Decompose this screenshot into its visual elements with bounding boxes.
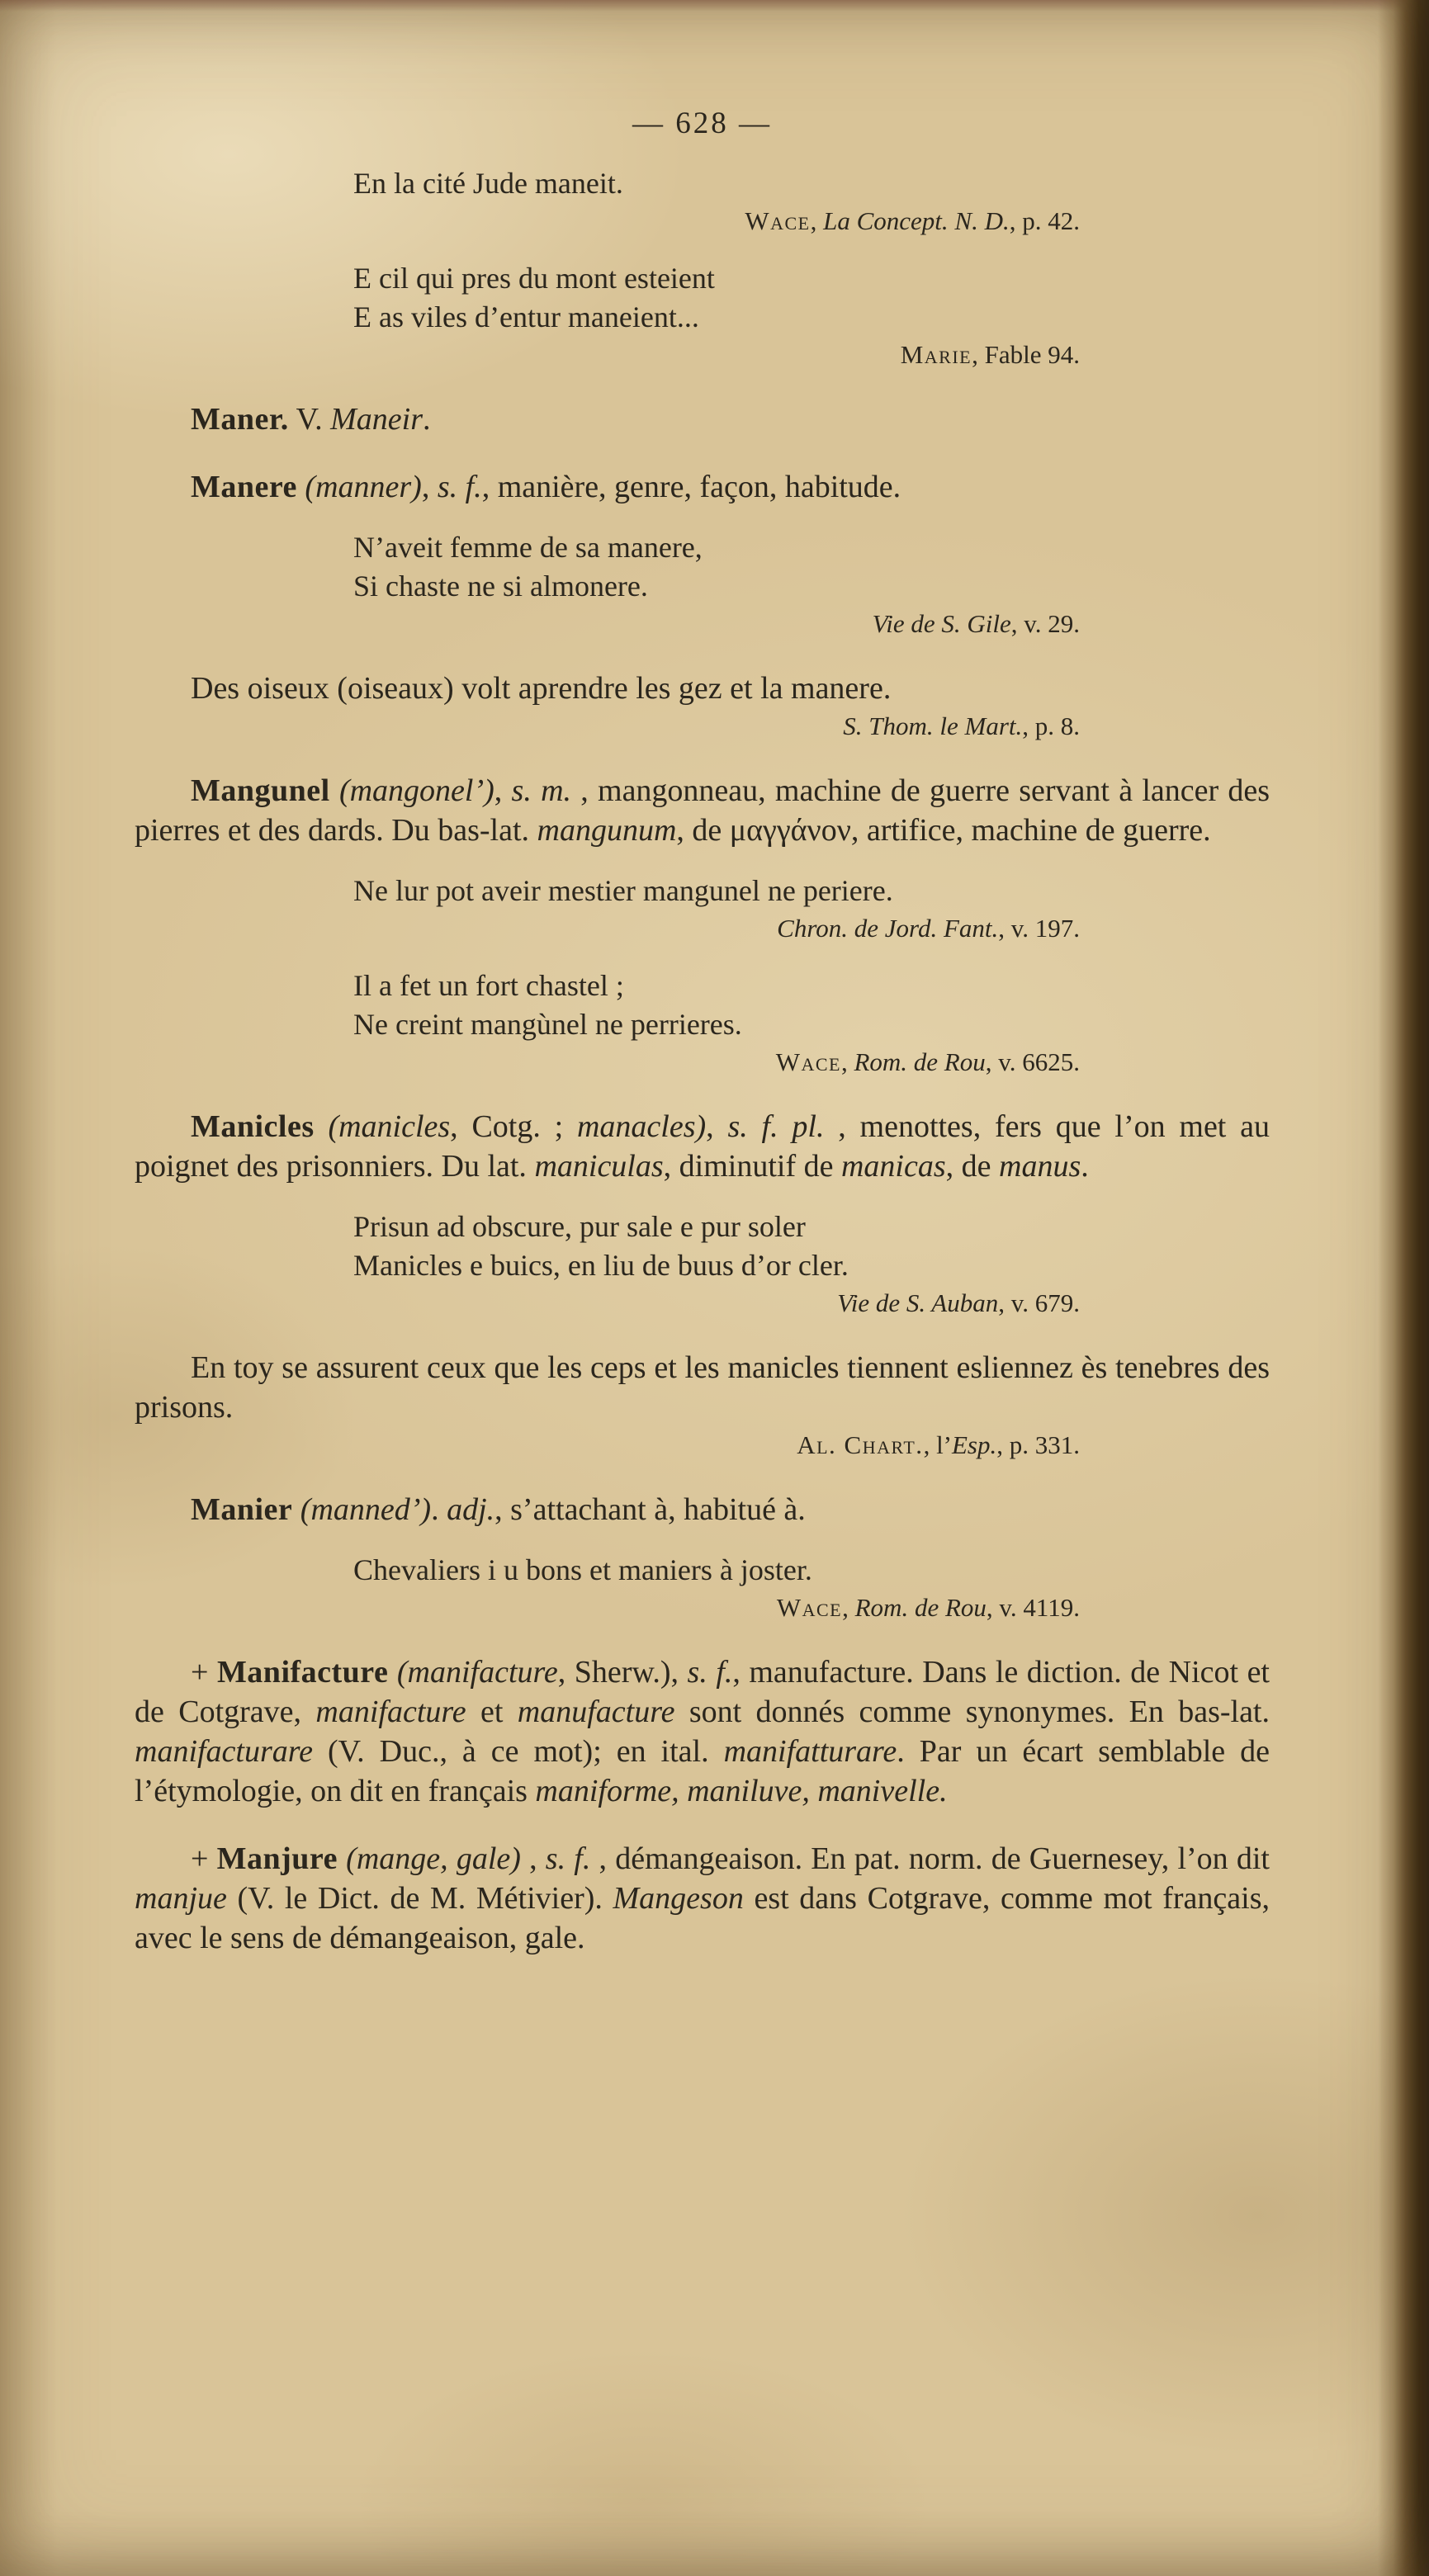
text-segment: (manner) (305, 470, 422, 504)
text-segment (292, 1492, 300, 1527)
entry-paragraph (135, 467, 1270, 507)
text-segment: Maneir (330, 402, 423, 437)
citation-attribution (135, 338, 1270, 371)
text-segment: , p. 42. (1009, 206, 1080, 235)
text-segment: Wace (745, 206, 811, 235)
page-top-shadow (0, 0, 1429, 12)
text-segment: , (842, 1593, 855, 1622)
text-segment: (mange, gale) (346, 1841, 521, 1876)
verse-line: Ne lur pot aveir mestier mangunel ne periere. (353, 874, 893, 907)
citation-attribution (135, 205, 1270, 238)
entry-paragraph (135, 669, 1270, 708)
verse-quote (353, 872, 1270, 910)
text-segment: , v. 6625. (985, 1047, 1080, 1076)
text-segment: Rom. de Rou (854, 1593, 987, 1622)
text-segment: Manicles (191, 1109, 315, 1144)
verse-line: Prisun ad obscure, pur sale e pur soler (353, 1210, 806, 1243)
text-segment: maniforme, maniluve, manivelle. (535, 1774, 948, 1808)
text-segment: + (191, 1655, 217, 1690)
verse-line: E cil qui pres du mont esteient (353, 262, 715, 295)
citation-attribution (135, 1287, 1270, 1320)
text-segment: , de μαγγάνον, artifice, machine de guerre. (676, 813, 1211, 848)
text-segment (315, 1109, 329, 1144)
text-segment: s. f. (687, 1655, 733, 1690)
text-segment: , mangonneau, machine de guerre servant à lancer des pierres et des dards. Du bas-lat. (135, 773, 1270, 848)
text-segment: , (840, 1047, 854, 1076)
text-segment: , v. 29. (1010, 609, 1080, 638)
text-column (135, 106, 1270, 1958)
text-segment (297, 470, 305, 504)
text-segment (388, 1655, 397, 1690)
text-segment: Mangeson (613, 1881, 744, 1916)
text-segment: manjue (135, 1881, 227, 1916)
text-segment: , v. 197. (998, 914, 1080, 943)
text-segment: , (810, 206, 824, 235)
text-segment: , Sherw.) (557, 1655, 671, 1690)
verse-line: En la cité Jude maneit. (353, 167, 623, 200)
entry-paragraph (135, 1107, 1270, 1186)
text-segment: manacles) (576, 1109, 707, 1144)
text-segment: Marie (900, 340, 972, 369)
text-segment: , (670, 1655, 688, 1690)
text-segment: (V. Duc., à ce mot); en ital. (313, 1734, 724, 1769)
text-segment: Vie de S. Auban (837, 1288, 999, 1317)
text-segment: manufacture (517, 1694, 675, 1729)
text-segment (338, 1841, 346, 1876)
verse-line: Si chaste ne si almonere. (353, 570, 648, 603)
text-segment: , manufacture. Dans le diction. de Nicot et de Cotgrave, (135, 1655, 1270, 1729)
entry-paragraph (135, 1652, 1270, 1811)
text-segment: , diminutif de (663, 1149, 841, 1184)
text-segment (330, 773, 339, 808)
text-segment: En toy se assurent ceux que les ceps et les manicles tiennent esliennez ès tenebres des prisons. (135, 1350, 1270, 1425)
text-segment: S. Thom. le Mart. (843, 711, 1023, 740)
verse-line: Manicles e buics, en liu de buus d’or cler. (353, 1249, 849, 1282)
text-segment: manifacturare (135, 1734, 314, 1769)
text-segment: Manier (191, 1492, 293, 1527)
text-segment: est dans Cotgrave, comme mot français, avec le sens de démangeaison, gale. (135, 1881, 1270, 1955)
text-segment: , v. 679. (998, 1288, 1080, 1317)
text-segment: (manifacture (396, 1655, 558, 1690)
text-segment: manifacture (315, 1694, 466, 1729)
verse-line: Ne creint mangùnel ne perrieres. (353, 1008, 742, 1041)
book-binding-edge (1378, 0, 1429, 2576)
citation-attribution (135, 710, 1270, 743)
citation-attribution (135, 912, 1270, 945)
citation-attribution (135, 607, 1270, 640)
text-segment: manus (999, 1149, 1081, 1184)
text-segment: adj. (447, 1492, 495, 1527)
verse-line: Il a fet un fort chastel ; (353, 969, 624, 1002)
entry-paragraph (135, 1490, 1270, 1529)
text-segment: Mangunel (191, 773, 330, 808)
text-segment: manifatturare (723, 1734, 897, 1769)
text-segment: Esp. (952, 1430, 997, 1459)
text-segment: . (431, 1492, 447, 1527)
text-segment: s. f. pl. (727, 1109, 825, 1144)
text-segment: , menottes, fers que l’on met au poignet des prisonniers. Du lat. (135, 1109, 1270, 1184)
text-segment: , (421, 470, 438, 504)
verse-quote (353, 528, 1270, 606)
text-segment: . Par un écart semblable de l’étymologie, on dit en français (135, 1734, 1270, 1808)
text-segment: V. (288, 402, 331, 437)
entry-paragraph (135, 1348, 1270, 1427)
text-segment: , démangeaison. En pat. norm. de Guernesey, l’on dit (590, 1841, 1270, 1876)
verse-quote (353, 1551, 1270, 1590)
text-segment: Maner. (191, 402, 289, 437)
text-segment: (V. le Dict. de M. Métivier). (226, 1881, 613, 1916)
verse-quote (353, 967, 1270, 1044)
text-segment: Al. Chart. (797, 1430, 924, 1459)
verse-quote (353, 1208, 1270, 1285)
text-segment: Vie de S. Gile (872, 609, 1011, 638)
text-segment: Wace (776, 1593, 843, 1622)
text-segment: Manifacture (216, 1655, 389, 1690)
text-segment: , (706, 1109, 728, 1144)
page-number: — 628 — (632, 106, 772, 140)
text-segment: maniculas (534, 1149, 664, 1184)
citation-attribution (135, 1429, 1270, 1462)
text-segment: Chron. de Jord. Fant. (777, 914, 999, 943)
entry-paragraph (135, 1839, 1270, 1958)
text-segment: mangunum (537, 813, 677, 848)
text-segment: (manicles (328, 1109, 451, 1144)
entry-paragraph (135, 399, 1270, 439)
text-segment: sont donnés comme synonymes. En bas-lat. (674, 1694, 1270, 1729)
text-segment: , p. 8. (1022, 711, 1080, 740)
text-segment: (mangonel’) (338, 773, 494, 808)
text-segment: , p. 331. (996, 1430, 1080, 1459)
text-segment: . (422, 402, 431, 437)
text-segment: Des oiseux (oiseaux) volt aprendre les gez et la manere. (191, 671, 892, 706)
text-segment: Rom. de Rou (854, 1047, 986, 1076)
verse-quote (353, 259, 1270, 337)
text-segment: , l’ (923, 1430, 952, 1459)
text-segment: , Cotg. ; (450, 1109, 577, 1144)
text-segment: s. f. (437, 470, 482, 504)
text-segment: + (191, 1841, 217, 1876)
verse-line: E as viles d’entur maneient... (353, 300, 699, 333)
verse-quote (353, 164, 1270, 203)
citation-attribution (135, 1591, 1270, 1624)
content-blocks (135, 164, 1270, 1958)
text-segment: Wace (775, 1047, 841, 1076)
text-segment: , (520, 1841, 546, 1876)
text-segment: s. m. (511, 773, 572, 808)
entry-paragraph (135, 771, 1270, 850)
citation-attribution (135, 1046, 1270, 1079)
text-segment: , s’attachant à, habitué à. (494, 1492, 806, 1527)
text-segment: , manière, genre, façon, habitude. (481, 470, 901, 504)
text-segment: . (1081, 1149, 1089, 1184)
text-segment: , Fable 94. (972, 340, 1080, 369)
text-segment: La Concept. N. D. (823, 206, 1010, 235)
verse-line: N’aveit femme de sa manere, (353, 531, 703, 564)
text-segment: , v. 4119. (986, 1593, 1080, 1622)
text-segment: s. f. (545, 1841, 591, 1876)
verse-line: Chevaliers i u bons et maniers à joster. (353, 1553, 812, 1586)
text-segment: Manere (191, 470, 297, 504)
text-segment: Manjure (216, 1841, 338, 1876)
text-segment: et (466, 1694, 518, 1729)
text-segment: manicas (840, 1149, 946, 1184)
text-segment: , (494, 773, 512, 808)
text-segment: , de (945, 1149, 999, 1184)
text-segment: (manned’) (300, 1492, 432, 1527)
